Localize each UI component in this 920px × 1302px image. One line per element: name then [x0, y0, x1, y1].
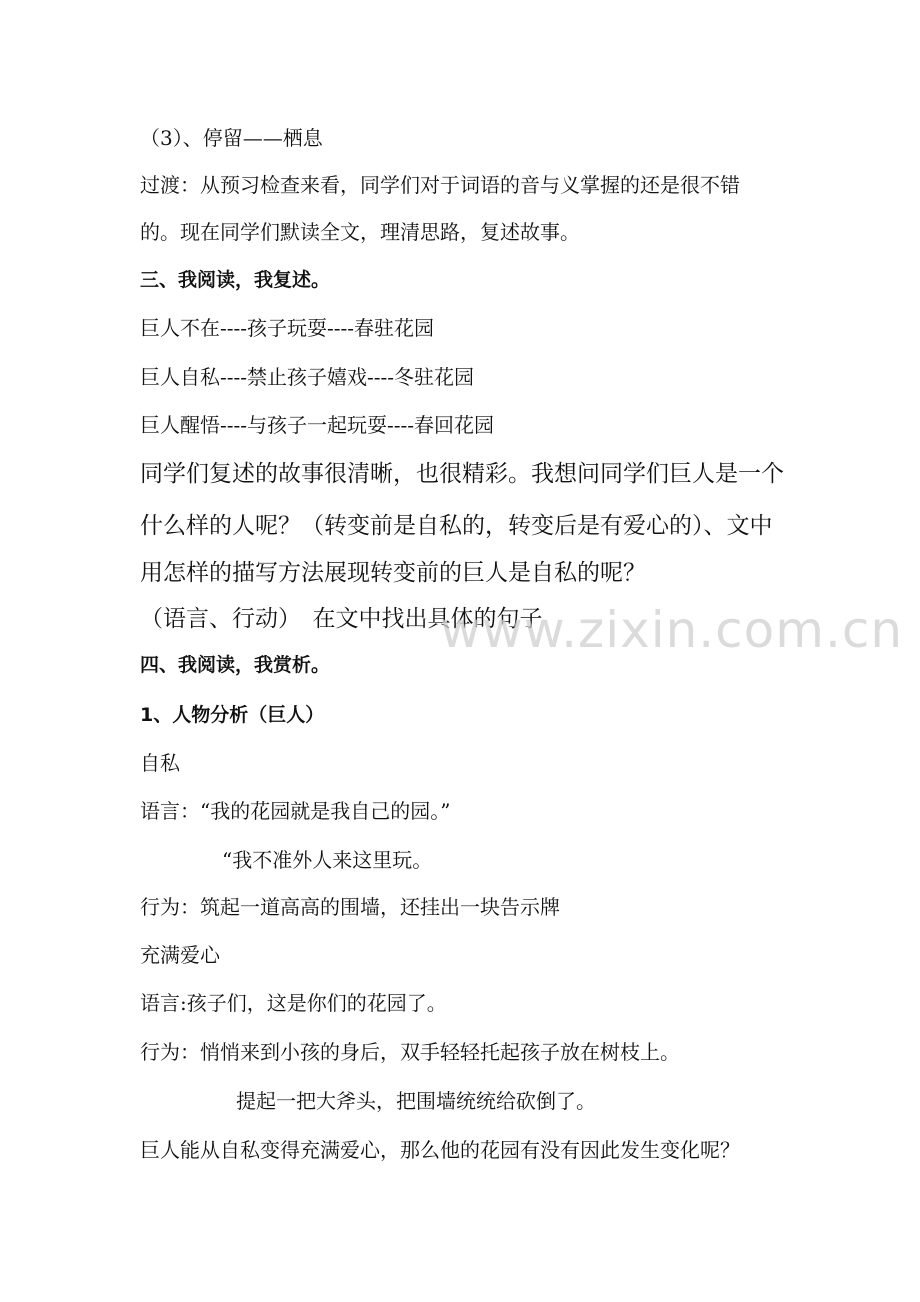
text-line: 提起一把大斧头，把围墙统统给砍倒了。: [236, 1089, 596, 1113]
text-line: 的。现在同学们默读全文，理清思路，复述故事。: [140, 220, 580, 244]
text-line: 什么样的人呢？（转变前是自私的，转变后是有爱心的）、文中: [140, 513, 773, 539]
text-line: 行为：筑起一道高高的围墙，还挂出一块告示牌: [140, 895, 560, 919]
text-line: “我不准外人来这里玩。: [222, 848, 433, 872]
text-line: 充满爱心: [140, 943, 220, 967]
text-line: 巨人醒悟----与孩子一起玩耍----春回花园: [140, 413, 495, 437]
text-line: 巨人不在----孩子玩耍----春驻花园: [140, 316, 435, 340]
text-line: （语言、行动） 在文中找出具体的句子: [140, 606, 543, 632]
text-line: 用怎样的描写方法展现转变前的巨人是自私的呢？: [140, 560, 646, 586]
text-line: 语言:孩子们，这是你们的花园了。: [140, 991, 447, 1015]
text-line: （3）、停留——栖息: [140, 126, 323, 150]
text-line: 语言：“我的花园就是我自己的园。”: [140, 799, 451, 823]
text-line: 巨人自私----禁止孩子嬉戏----冬驻花园: [140, 365, 475, 389]
text-line: 过渡：从预习检查来看，同学们对于词语的音与义掌握的还是很不错: [140, 173, 740, 197]
text-line: 行为：悄悄来到小孩的身后，双手轻轻托起孩子放在树枝上。: [140, 1040, 680, 1064]
subsection-heading: 1、人物分析（巨人）: [140, 704, 325, 726]
section-heading: 三、我阅读，我复述。: [140, 269, 331, 291]
text-line: 自私: [140, 751, 180, 775]
text-line: 同学们复述的故事很清晰，也很精彩。我想问同学们巨人是一个: [140, 461, 784, 487]
watermark: www.zixin.com.cn: [440, 601, 904, 659]
section-heading: 四、我阅读，我赏析。: [140, 654, 331, 676]
text-line: 巨人能从自私变得充满爱心，那么他的花园有没有因此发生变化呢？: [140, 1138, 740, 1162]
